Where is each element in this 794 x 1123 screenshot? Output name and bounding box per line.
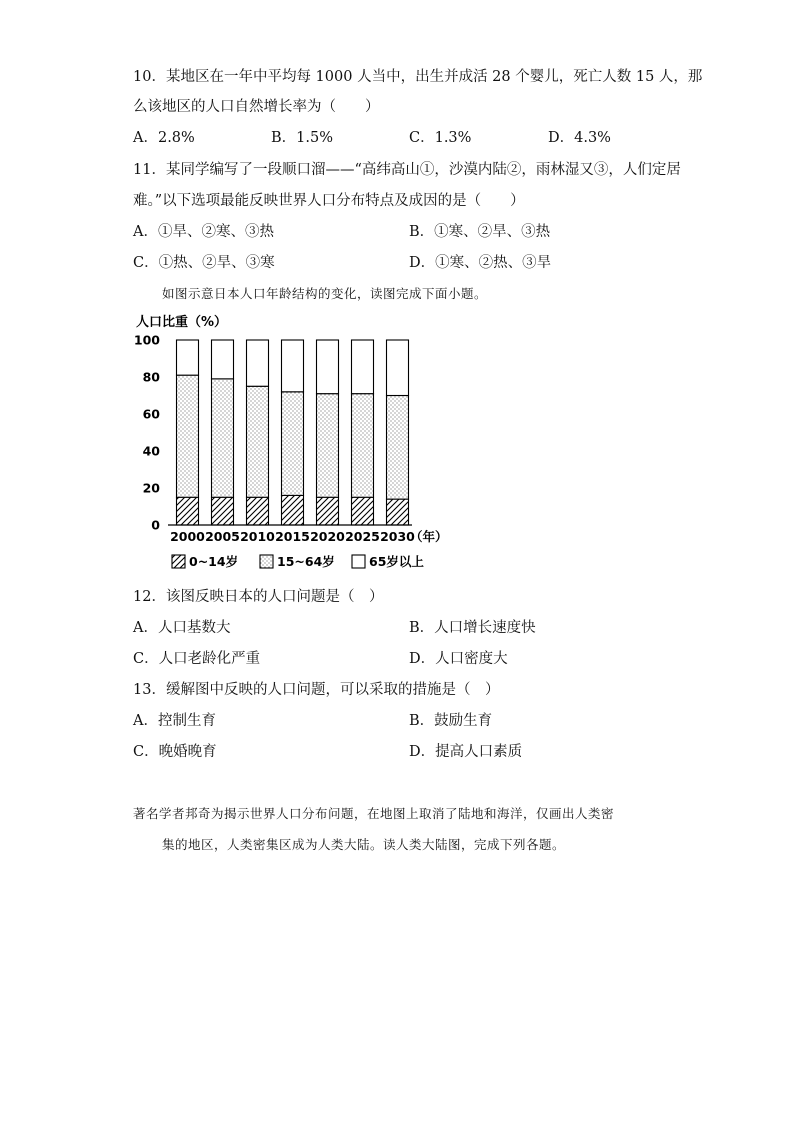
bar-segment <box>177 375 199 497</box>
bar-segment <box>282 392 304 496</box>
q11-option-d[interactable]: D．①寒、②热、③旱 <box>409 255 552 271</box>
x-tick-label: 2030 <box>380 529 415 544</box>
y-tick-label: 40 <box>142 443 160 459</box>
bar-segment <box>177 497 199 525</box>
x-tick-label: 2020 <box>310 529 345 544</box>
x-tick-label: 2005 <box>205 529 240 544</box>
q10-option-c[interactable]: C．1.3% <box>409 130 472 146</box>
q13-option-d[interactable]: D．提高人口素质 <box>409 744 523 760</box>
bar-segment <box>317 497 339 525</box>
legend-swatch <box>352 555 365 568</box>
bar-segment <box>387 499 409 525</box>
q12-option-c[interactable]: C．人口老龄化严重 <box>133 651 261 667</box>
y-axis-label: 人口比重（%） <box>136 315 228 330</box>
bar-segment <box>212 497 234 525</box>
bar-segment <box>317 394 339 498</box>
x-axis-label: （年） <box>410 529 448 544</box>
legend-swatch <box>172 555 185 568</box>
bar-segment <box>352 394 374 498</box>
q13-stem: 13．缓解图中反映的人口问题，可以采取的措施是（ ） <box>133 682 500 698</box>
q12-stem: 12．该图反映日本的人口问题是（ ） <box>133 589 384 605</box>
q13-option-c[interactable]: C．晚婚晚育 <box>133 744 217 760</box>
y-tick-label: 0 <box>151 517 160 533</box>
bar-segment <box>247 386 269 497</box>
y-tick-label: 20 <box>142 480 160 496</box>
bar-segment <box>177 340 199 375</box>
legend-swatch <box>260 555 273 568</box>
x-tick-label: 2025 <box>345 529 380 544</box>
bar-segment <box>387 396 409 500</box>
y-tick-label: 60 <box>142 406 160 422</box>
q12-option-d[interactable]: D．人口密度大 <box>409 651 508 667</box>
q10-option-b[interactable]: B．1.5% <box>271 130 333 146</box>
q13-option-a[interactable]: A．控制生育 <box>133 713 216 729</box>
q12-option-b[interactable]: B．人口增长速度快 <box>409 620 536 636</box>
bar-segment <box>212 379 234 497</box>
bar-segment <box>247 340 269 386</box>
q10-stem-line2: 么该地区的人口自然增长率为（ ） <box>133 99 380 115</box>
legend-label: 15~64岁 <box>277 554 335 569</box>
q11-option-b[interactable]: B．①寒、②旱、③热 <box>409 224 551 240</box>
y-tick-label: 100 <box>133 332 160 348</box>
y-tick-label: 80 <box>142 369 160 385</box>
bar-segment <box>352 497 374 525</box>
bar-segment <box>282 495 304 525</box>
legend-label: 65岁以上 <box>369 554 424 569</box>
bar-segment <box>282 340 304 392</box>
bar-segment <box>352 340 374 394</box>
x-tick-label: 2015 <box>275 529 310 544</box>
q10-stem-line1: 10．某地区在一年中平均每 1000 人当中，出生并成活 28 个婴儿，死亡人数 15 人，那 <box>133 69 703 85</box>
map-intro-line2: 集的地区，人类密集区成为人类大陆。读人类大陆图，完成下列各题。 <box>162 837 566 852</box>
q11-option-a[interactable]: A．①旱、②寒、③热 <box>133 224 274 240</box>
bar-segment <box>317 340 339 394</box>
q11-stem-line2: 难。”以下选项最能反映世界人口分布特点及成因的是（ ） <box>133 193 525 209</box>
q12-option-a[interactable]: A．人口基数大 <box>133 620 231 636</box>
x-tick-label: 2010 <box>240 529 275 544</box>
legend-label: 0~14岁 <box>189 554 239 569</box>
population-age-structure-chart <box>120 310 460 580</box>
q10-option-a[interactable]: A．2.8% <box>133 130 195 146</box>
bar-segment <box>247 497 269 525</box>
map-intro-line1: 著名学者邦奇为揭示世界人口分布问题，在地图上取消了陆地和海洋，仅画出人类密 <box>133 806 615 821</box>
x-tick-label: 2000 <box>170 529 205 544</box>
q13-option-b[interactable]: B．鼓励生育 <box>409 713 493 729</box>
chart-intro: 如图示意日本人口年龄结构的变化，读图完成下面小题。 <box>162 286 488 301</box>
bar-segment <box>212 340 234 379</box>
bar-segment <box>387 340 409 396</box>
q10-option-d[interactable]: D．4.3% <box>548 130 611 146</box>
q11-option-c[interactable]: C．①热、②旱、③寒 <box>133 255 275 271</box>
q11-stem-line1: 11．某同学编写了一段顺口溜——“高纬高山①，沙漠内陆②，雨林湿又③，人们定居 <box>133 162 681 178</box>
